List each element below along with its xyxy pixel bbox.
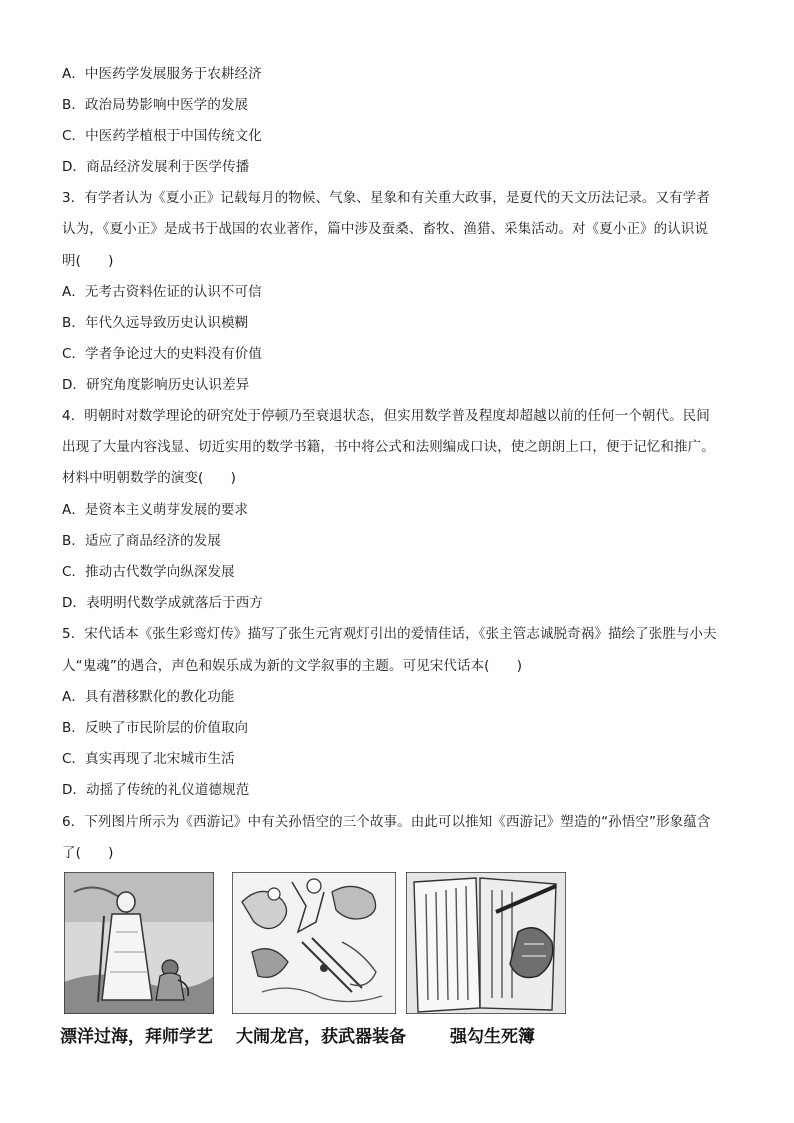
figure-2	[232, 872, 406, 1047]
q2-option-d: D．商品经济发展利于医学传播	[62, 159, 250, 175]
q3-stem-line-3: 明( )	[62, 253, 114, 269]
q5-option-a: A．具有潜移默化的教化功能	[62, 689, 235, 705]
monk-and-monkey-illustration	[64, 872, 214, 1014]
q3-stem-line-2: 认为，《夏小正》是成书于战国的农业著作，篇中涉及蚕桑、畜牧、渔猎、采集活动。对《夏小正》的认识说	[62, 221, 709, 237]
q2-option-c: C．中医药学植根于中国传统文化	[62, 128, 262, 144]
q5-option-b: B．反映了市民阶层的价值取向	[62, 720, 249, 736]
q3-option-c: C．学者争论过大的史料没有价值	[62, 346, 262, 362]
q6-stem-line-1: 6．下列图片所示为《西游记》中有关孙悟空的三个故事。由此可以推知《西游记》塑造的“孙悟空”形象蕴含	[62, 814, 711, 830]
q2-option-b: B．政治局势影响中医学的发展	[62, 97, 249, 113]
q3-option-b: B．年代久远导致历史认识模糊	[62, 315, 249, 331]
figure-3-caption: 强勾生死簿	[450, 1027, 535, 1047]
figure-1-caption: 漂洋过海，拜师学艺	[60, 1027, 213, 1047]
dragon-palace-illustration	[232, 872, 396, 1014]
q4-stem-line-2: 出现了大量内容浅显、切近实用的数学书籍，书中将公式和法则编成口诀，使之朗朗上口，便于记忆和推广。	[62, 439, 715, 455]
q5-stem-line-2: 人“鬼魂”的遇合，声色和娱乐成为新的文学叙事的主题。可见宋代话本( )	[62, 658, 523, 674]
q4-option-d: D．表明明代数学成就落后于西方	[62, 595, 263, 611]
q3-option-d: D．研究角度影响历史认识差异	[62, 377, 250, 393]
q4-option-b: B．适应了商品经济的发展	[62, 533, 221, 549]
figure-1	[60, 872, 214, 1047]
q4-option-c: C．推动古代数学向纵深发展	[62, 564, 235, 580]
figure-2-caption: 大闹龙宫，获武器装备	[236, 1027, 406, 1047]
q4-stem-line-3: 材料中明朝数学的演变( )	[62, 470, 236, 486]
q5-option-c: C．真实再现了北宋城市生活	[62, 751, 235, 767]
q5-option-d: D．动摇了传统的礼仪道德规范	[62, 782, 250, 798]
q4-option-a: A．是资本主义萌芽发展的要求	[62, 502, 249, 518]
q5-stem-line-1: 5．宋代话本《张生彩鸾灯传》描写了张生元宵观灯引出的爱情佳话，《张主管志诚脱奇祸》描绘了张胜与小夫	[62, 626, 717, 642]
book-of-life-illustration	[406, 872, 566, 1014]
q6-figures	[60, 872, 574, 1052]
q6-stem-line-2: 了( )	[62, 845, 114, 861]
q3-option-a: A．无考古资料佐证的认识不可信	[62, 284, 262, 300]
q3-stem-line-1: 3．有学者认为《夏小正》记载每月的物候、气象、星象和有关重大政事，是夏代的天文历法记录。又有学者	[62, 190, 710, 206]
q2-option-a: A．中医药学发展服务于农耕经济	[62, 66, 262, 82]
q4-stem-line-1: 4．明朝时对数学理论的研究处于停顿乃至衰退状态，但实用数学普及程度却超越以前的任何一个朝代。民间	[62, 408, 710, 424]
figure-3	[406, 872, 566, 1047]
